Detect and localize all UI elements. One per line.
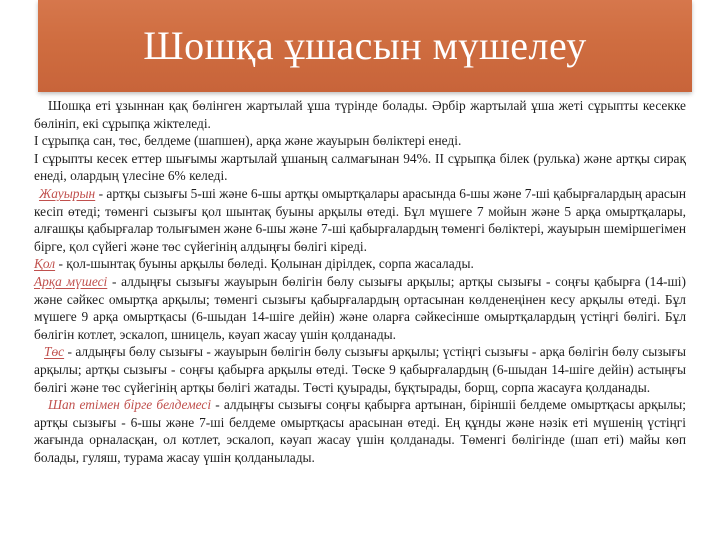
paragraph-intro: Шошқа еті ұзыннан қақ бөлінген жартылай ұша түрінде болады. Әрбір жартылай ұша жеті сұрыпты кесекке бөлініп, екі сұрыпқа жіктеледі. [34, 98, 686, 131]
text-loin: - алдыңғы сызығы соңғы қабырға артынан, біріншіі белдеме омыртқасы арқылы; артқы сызығы - 6-шы және 7-ші белдеме омыртқасы арасынан өтеді. Ең құнды және нәзік еті мүшенің үстіңгі жағында орналасқан, ол котлет, эскалоп, кәуап жасау үшін қолданады. Төменгі бөлігінде (шап еті) майы көп болады, гуляш, турама жасау үшін қолданылады. [34, 397, 686, 465]
term-shoulder: Жауырын [39, 185, 96, 201]
paragraph-brisket [34, 343, 686, 396]
body-text [34, 97, 686, 466]
term-brisket: Төс [44, 344, 65, 360]
title-bar [38, 0, 692, 92]
slide-title: Шошқа ұшасын мүшелеу [143, 23, 587, 68]
text-brisket: - алдыңғы бөлу сызығы - жауырын бөлігін бөлу сызығы арқылы; үстіңгі сызығы - арқа бөлігін бөлу сызығы арқылы; артқы сызығы - соңғы қабырға арқылы өтеді. Төске 9 қабырғалардың (6-шыдан 14-шіге дейін) астыңғы бөлігі және төс сүйегінің артқы бөлігі жатады. Төсті қуырады, бұқтырады, борщ, сорпа жасауға қолданады. [34, 344, 686, 395]
text-back: - алдыңғы сызығы жауырын бөлігін бөлу сызығы арқылы; артқы сызығы - соңғы қабырға (14-ші) және сәйкес омыртқа арқылы; төменгі сызығы қабырғалардың ортасынан көлденеңінен кесу арқылы өтеді. Бұл мүшеге 9 арқа омыртқасы (6-шыдан 14-шіге дейін) және оларға сәйкесінше омыртқалардың үстіңгі бөлігі. Бұл бөлігін котлет, эскалоп, шницель, кәуап жасау үшін қолданады. [34, 273, 686, 342]
term-loin: Шап етімен бірге белдемесі [48, 397, 212, 413]
paragraph-arm [34, 255, 686, 273]
text-arm: - қол-шынтақ буыны арқылы бөледі. Қолынан дірілдек, сорпа жасалады. [55, 256, 474, 272]
paragraph-shoulder [34, 185, 686, 255]
paragraph-yield: I сұрыпты кесек еттер шығымы жартылай ұшаның салмағынан 94%. II сұрыпқа білек (рулька) және артқы сирақ енеді, олардың үлесіне 6% келеді. [34, 150, 686, 184]
term-arm: Қол [34, 256, 56, 272]
text-shoulder: - артқы сызығы 5-ші және 6-шы артқы омыртқалары арасында 6-шы және 7-ші қабырғалардың арасын кесіп өтеді; төменгі сызығы қол шынтақ буыны арқылы өтеді. Бұл мүшеге 7 мойын және 5 арқа омыртқалары, алғашқы қабырғалар толығымен және 6-шы және 7-ші қабырғалардың төменгі бөліктері, жауырын шеміршегімен бірге, қол сүйегі және төс сүйегінің алдыңғы бөлігі кіреді. [34, 185, 686, 254]
paragraph-first-grade: I сұрыпқа сан, төс, белдеме (шапшен), арқа және жауырын бөліктері енеді. [34, 133, 462, 149]
paragraph-loin [34, 396, 686, 466]
term-back: Арқа мүшесі [34, 273, 108, 289]
paragraph-back [34, 273, 686, 343]
